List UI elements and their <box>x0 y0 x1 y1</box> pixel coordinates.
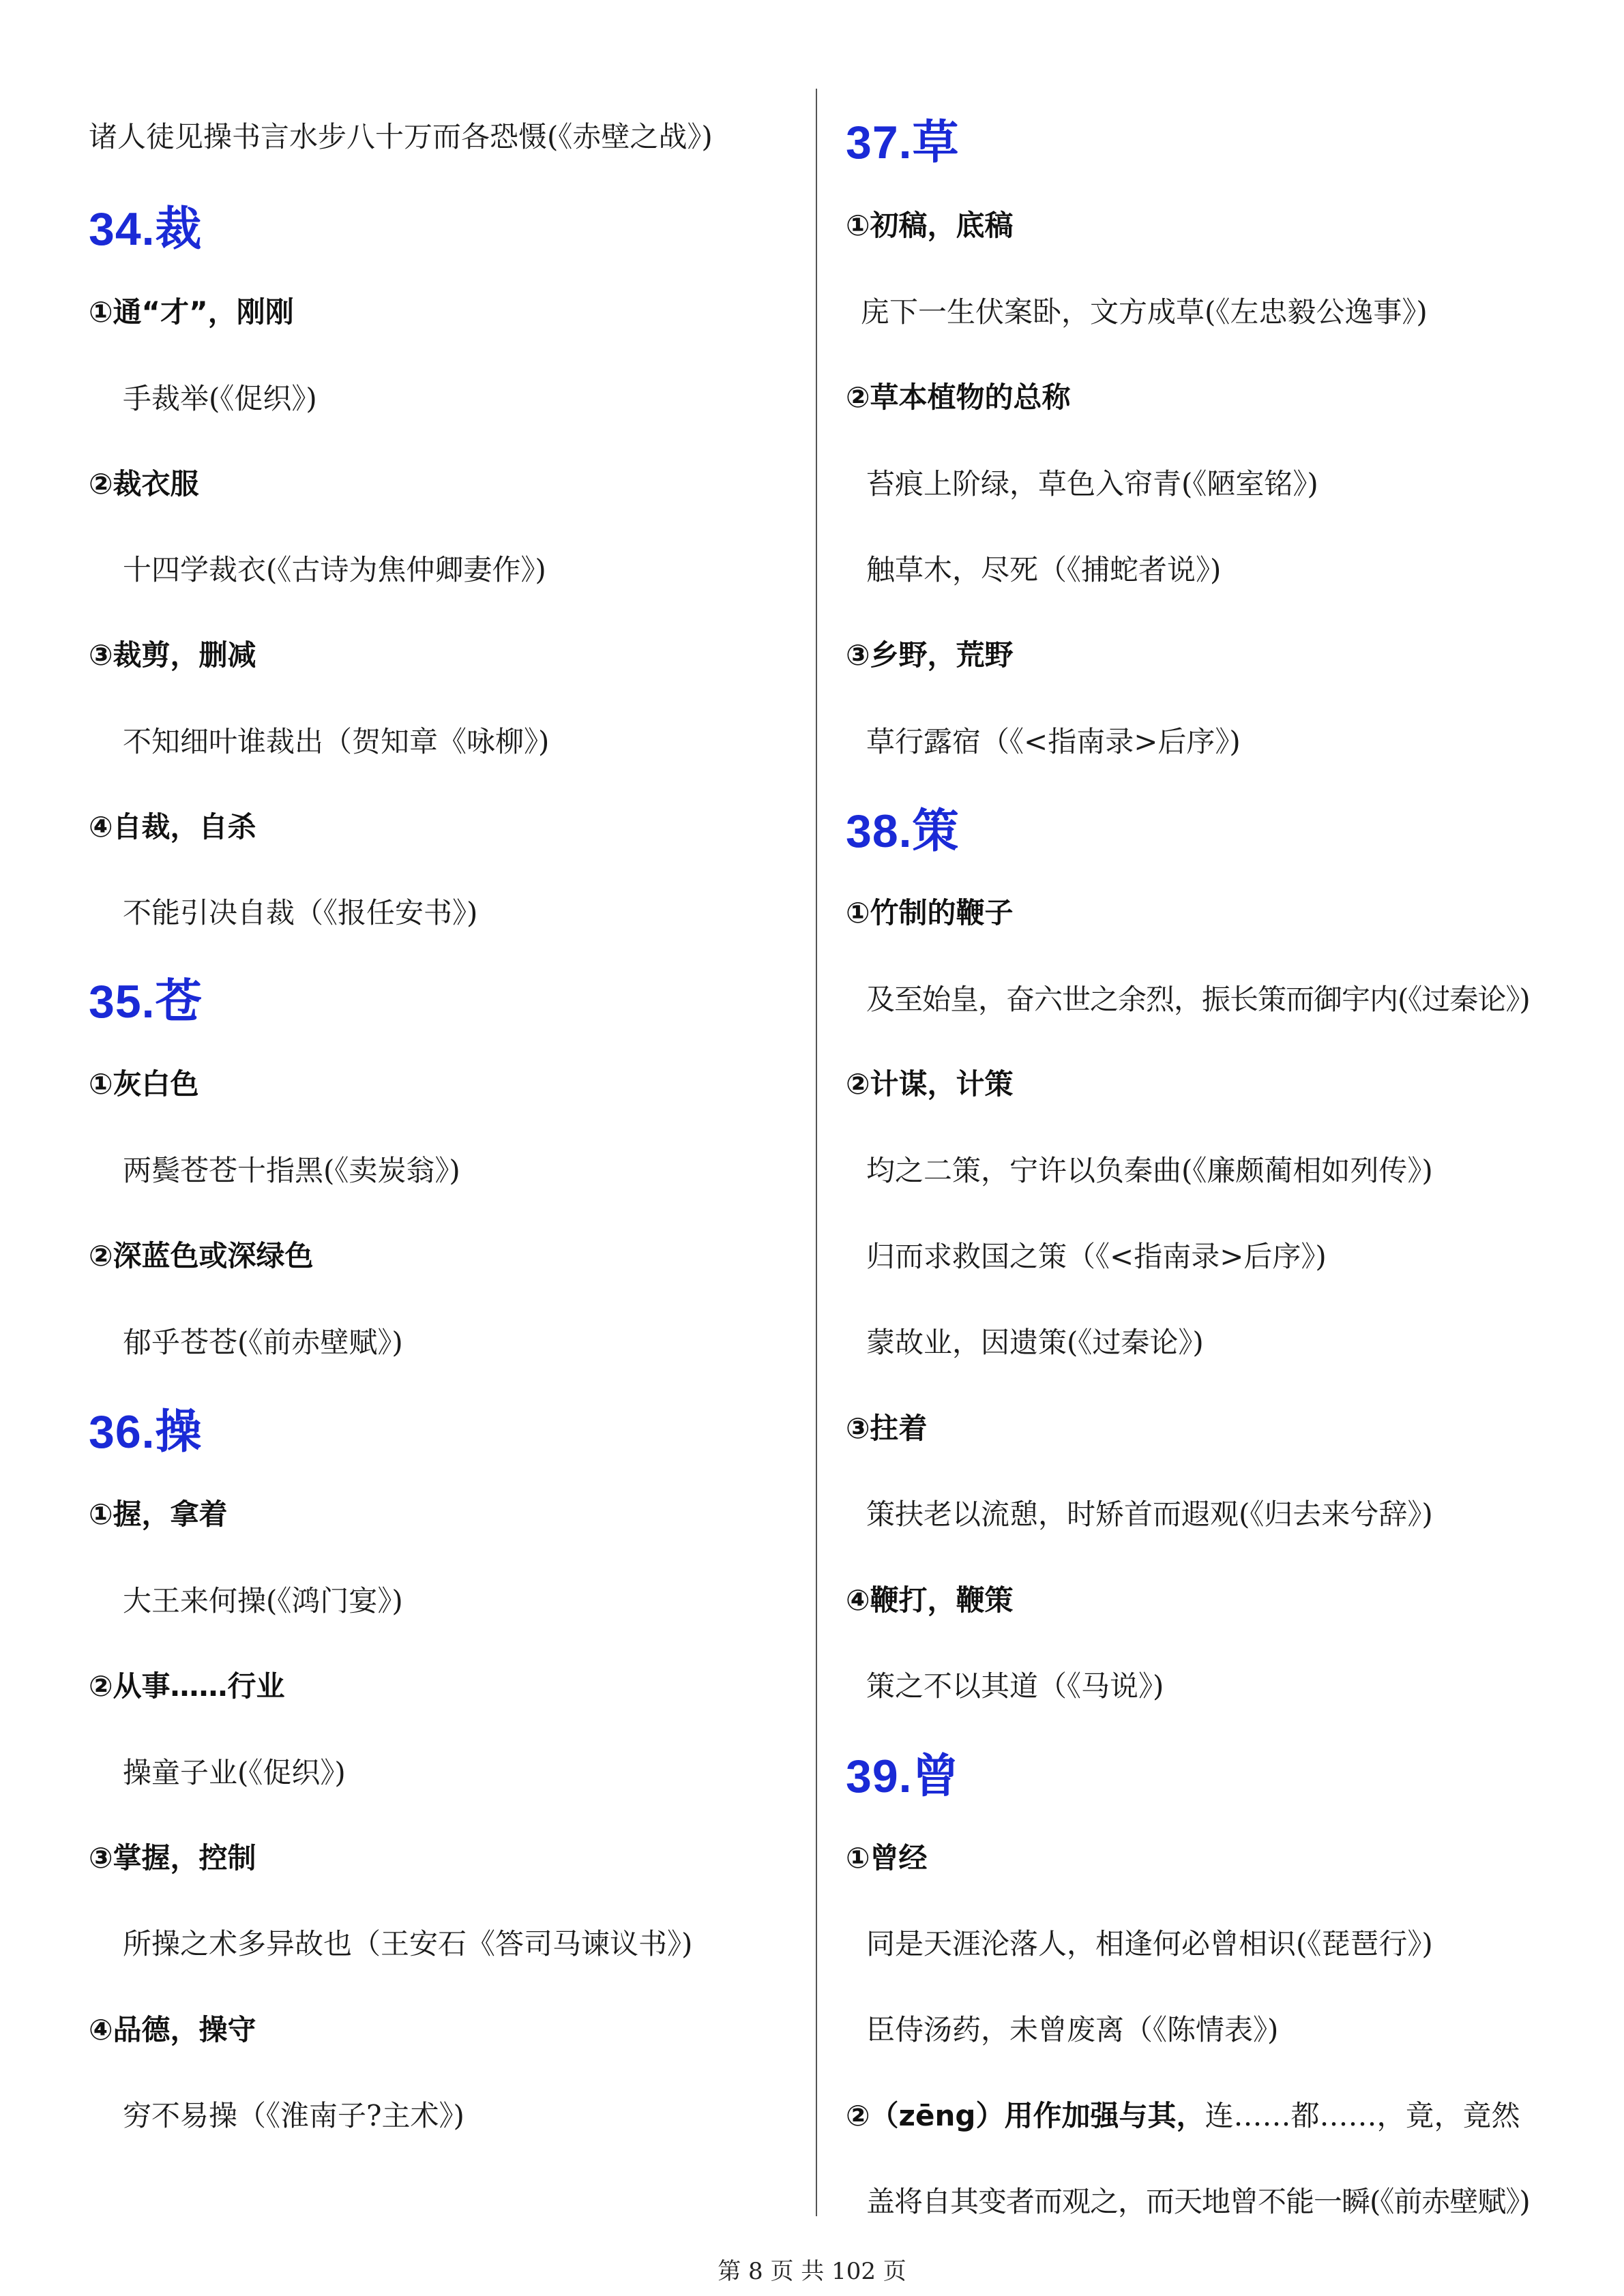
sense-label: ③裁剪，删减 <box>89 638 256 672</box>
entry-heading-36: 36.操 <box>89 1406 203 1458</box>
sense-label: ①握，拿着 <box>89 1497 228 1531</box>
sense-label: ①曾经 <box>846 1841 928 1875</box>
example-sentence: 十四学裁衣(《古诗为焦仲卿妻作》) <box>123 553 546 586</box>
sense-label: ②从事……行业 <box>89 1669 285 1703</box>
sense-label: ④品德，操守 <box>89 2013 256 2046</box>
example-sentence: 同是天涯沦落人，相逢何必曾相识(《琵琶行》) <box>866 1927 1433 1960</box>
example-sentence: 庑下一生伏案卧，文方成草(《左忠毅公逸事》) <box>861 295 1428 329</box>
example-sentence: 触草木，尽死（《捕蛇者说》) <box>866 553 1222 586</box>
sense-label: ②深蓝色或深绿色 <box>89 1239 314 1272</box>
sense-label: ②草本植物的总称 <box>846 381 1071 414</box>
example-sentence: 所操之术多异故也（王安石《答司马谏议书》) <box>123 1927 693 1960</box>
example-sentence: 盖将自其变者而观之，而天地曾不能一瞬(《前赤壁赋》) <box>866 2185 1530 2218</box>
sense-label: ③乡野，荒野 <box>846 638 1014 672</box>
sense-label: ①灰白色 <box>89 1067 199 1101</box>
page-footer: 第 8 页 共 102 页 <box>718 2258 906 2285</box>
sense-label: ③拄着 <box>846 1412 928 1445</box>
entry-heading-35: 35.苍 <box>89 976 203 1028</box>
sense-label: ④自裁，自杀 <box>89 810 256 844</box>
example-sentence: 蒙故业，因遗策(《过秦论》) <box>866 1326 1204 1359</box>
entry-heading-37: 37.草 <box>846 117 960 168</box>
sense-label: ①通“才”，刚刚 <box>89 295 294 329</box>
sense-label-rest: 连……都……，竟，竟然 <box>1205 2099 1520 2132</box>
entry-heading-34: 34.裁 <box>89 203 203 255</box>
example-sentence: 草行露宿（《<指南录>后序》) <box>866 725 1241 758</box>
sense-label: ②计谋，计策 <box>846 1067 1014 1101</box>
sense-label-bold: ②（zēng）用作加强与其， <box>846 2099 1205 2132</box>
example-sentence: 策扶老以流憩，时矫首而遐观(《归去来兮辞》) <box>866 1497 1433 1531</box>
example-sentence: 郁乎苍苍(《前赤壁赋》) <box>123 1326 403 1359</box>
example-sentence: 操童子业(《促织》) <box>123 1756 346 1789</box>
example-sentence: 大王来何操(《鸿门宴》) <box>123 1584 403 1617</box>
sense-label: ①竹制的鞭子 <box>846 896 1014 929</box>
example-sentence: 手裁举(《促织》) <box>123 382 317 415</box>
example-sentence: 均之二策，宁许以负秦曲(《廉颇蔺相如列传》) <box>866 1154 1433 1187</box>
example-sentence: 及至始皇，奋六世之余烈，振长策而御宇内(《过秦论》) <box>866 983 1530 1016</box>
example-sentence: 诸人徒见操书言水步八十万而各恐慑(《赤壁之战》) <box>89 120 713 153</box>
entry-heading-39: 39.曾 <box>846 1750 960 1802</box>
sense-label: ④鞭打，鞭策 <box>846 1583 1014 1617</box>
example-sentence: 两鬓苍苍十指黑(《卖炭翁》) <box>123 1154 460 1187</box>
example-sentence: 不能引决自裁（《报任安书》) <box>123 896 478 929</box>
column-divider <box>816 89 817 2216</box>
example-sentence: 苔痕上阶绿，草色入帘青(《陋室铭》) <box>866 467 1318 501</box>
entry-heading-38: 38.策 <box>846 805 960 857</box>
example-sentence: 穷不易操（《淮南子?主术》) <box>123 2099 464 2132</box>
sense-label <box>846 2093 1520 2134</box>
example-sentence: 策之不以其道（《马说》) <box>866 1669 1164 1703</box>
example-sentence: 臣侍汤药，未曾废离（《陈情表》) <box>866 2013 1279 2046</box>
example-sentence: 归而求救国之策（《<指南录>后序》) <box>866 1240 1327 1273</box>
example-sentence: 不知细叶谁裁出（贺知章《咏柳》) <box>123 725 550 758</box>
sense-label: ③掌握，控制 <box>89 1841 256 1875</box>
sense-label: ①初稿，底稿 <box>846 209 1014 242</box>
sense-label: ②裁衣服 <box>89 467 199 501</box>
